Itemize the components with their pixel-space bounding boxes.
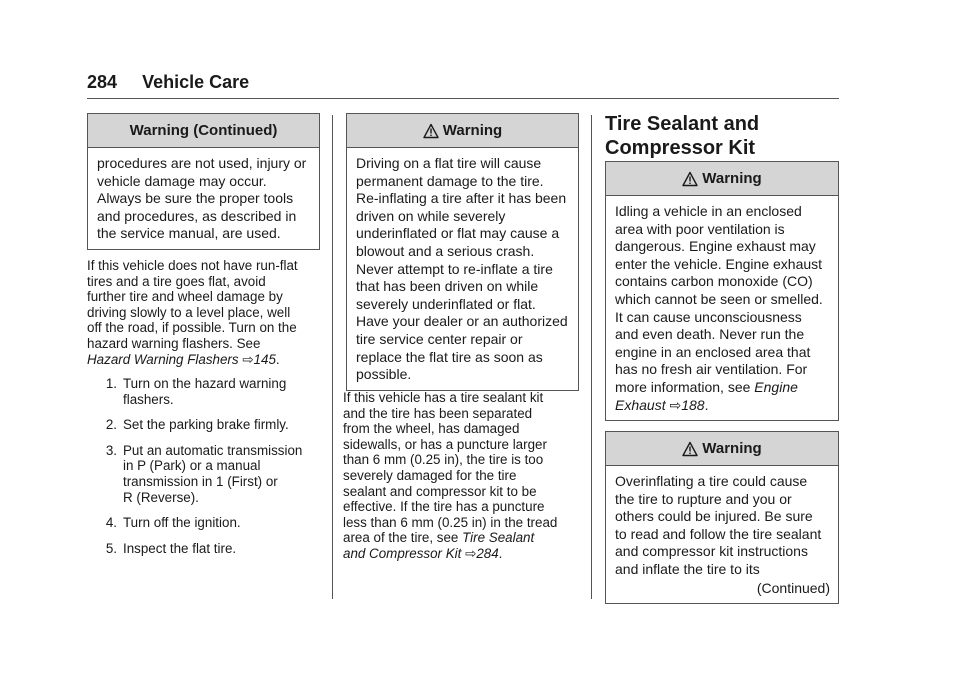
text-line: hazard warning flashers. See <box>87 335 261 351</box>
warning-line: Always be sure the proper tools <box>97 190 294 207</box>
reference-link[interactable] <box>343 546 583 562</box>
reference-text: Hazard Warning Flashers <box>87 351 239 367</box>
warning-line: others could be injured. Be sure <box>615 508 813 525</box>
step-text <box>123 515 241 531</box>
heading-line: Tire Sealant and <box>605 113 760 135</box>
text-line: If this vehicle has a tire sealant kit <box>343 390 544 405</box>
warning-line: contains carbon monoxide (CO) <box>615 273 813 290</box>
text-line: If this vehicle does not have run-flat <box>87 258 298 273</box>
warning-line: replace the flat tire as soon as <box>356 348 543 365</box>
step-line: Inspect the flat tire. <box>123 540 237 556</box>
text-span: area of the tire, see <box>343 530 459 546</box>
step-line: Set the parking brake firmly. <box>123 417 289 433</box>
warning-box-body <box>606 196 838 420</box>
reference-link[interactable]: Engine <box>754 378 798 395</box>
page-number: 284 <box>87 72 118 92</box>
text-line: sealant and compressor kit to be <box>343 483 537 499</box>
warning-line: blowout and a serious crash. <box>356 242 535 259</box>
step-number: 1. <box>105 376 117 391</box>
text-line: than 6 mm (0.25 in), the tire is too <box>343 452 544 468</box>
warning-line: permanent damage to the tire. <box>356 172 544 189</box>
warning-line: severely underinflated or flat. <box>356 295 536 312</box>
warning-line: and even death. Never run the <box>615 326 805 343</box>
warning-icon <box>423 123 439 139</box>
warning-line: the tire to rupture and you or <box>615 490 792 507</box>
section-heading <box>605 112 759 160</box>
step-number: 2. <box>105 417 117 433</box>
reference-text: and Compressor Kit <box>343 545 462 561</box>
section-title: Vehicle Care <box>142 72 250 92</box>
warning-line: Idling a vehicle in an enclosed <box>615 203 802 219</box>
step-line: Turn off the ignition. <box>123 515 241 531</box>
step-number: 5. <box>105 540 117 556</box>
exhaust-warning-box <box>605 161 839 421</box>
flat-tire-warning-box <box>346 113 579 391</box>
reference-link[interactable] <box>615 397 830 415</box>
page-ref-arrow-icon: ⇨ <box>465 545 477 561</box>
step-text <box>123 541 236 557</box>
list-item <box>90 541 322 557</box>
heading-line: Compressor Kit <box>605 137 756 159</box>
warning-line: engine in an enclosed area that <box>615 343 811 360</box>
warning-line: possible. <box>356 366 412 383</box>
warning-line: driven on while severely <box>356 207 506 224</box>
step-text <box>123 443 302 505</box>
warning-continued-box <box>87 113 320 250</box>
warning-line: underinflated or flat may cause a <box>356 225 560 242</box>
warning-line: to read and follow the tire sealant <box>615 525 822 542</box>
warning-box-body <box>88 148 319 249</box>
text-line: further tire and wheel damage by <box>87 289 283 305</box>
steps-list <box>90 376 322 566</box>
text-line: tires and a tire goes flat, avoid <box>87 273 266 289</box>
warning-line: It can cause unconsciousness <box>615 308 802 325</box>
text-line: severely damaged for the tire <box>343 467 517 483</box>
text-line: sidewalls, or has a puncture larger <box>343 436 547 452</box>
warning-box-body <box>347 148 578 390</box>
warning-title-text: Warning <box>702 170 762 187</box>
text-line: from the wheel, has damaged <box>343 421 520 437</box>
warning-box-title <box>606 162 838 196</box>
reference-page: 188 <box>681 396 705 413</box>
page-ref-arrow-icon: ⇨ <box>242 351 254 367</box>
step-line: flashers. <box>123 391 174 407</box>
warning-line: vehicle damage may occur. <box>97 172 267 189</box>
warning-icon <box>682 441 698 457</box>
list-item <box>90 515 322 531</box>
text-line: less than 6 mm (0.25 in) in the tread <box>343 514 558 530</box>
list-item <box>90 443 322 505</box>
warning-line: which cannot be seen or smelled. <box>615 290 823 307</box>
warning-line: Never attempt to re-inflate a tire <box>356 260 553 277</box>
warning-line: and procedures, as described in <box>97 207 297 224</box>
warning-box-title: Warning (Continued) <box>88 114 319 148</box>
punctuation: . <box>275 351 280 367</box>
warning-title-text: Warning <box>702 440 762 457</box>
text-line: effective. If the tire has a puncture <box>343 499 545 515</box>
reference-text: Exhaust <box>615 396 666 413</box>
reference-link[interactable] <box>87 352 327 368</box>
warning-icon <box>682 171 698 187</box>
text-line: off the road, if possible. Turn on the <box>87 320 297 336</box>
warning-line: Overinflating a tire could cause <box>615 473 808 489</box>
text-span: more information, see <box>615 378 751 395</box>
page-ref-arrow-icon: ⇨ <box>669 396 682 413</box>
column-divider-2 <box>591 115 592 599</box>
warning-line: has no fresh air ventilation. For <box>615 361 808 378</box>
reference-page: 145 <box>253 351 276 367</box>
step-line: Put an automatic transmission <box>123 442 303 458</box>
warning-line: procedures are not used, injury or <box>97 155 307 171</box>
header-line <box>87 72 249 93</box>
warning-box-title <box>606 432 838 466</box>
warning-title-text: Warning <box>442 122 503 139</box>
reference-link[interactable]: Tire Sealant <box>462 530 535 546</box>
warning-line <box>615 379 830 397</box>
step-line: transmission in 1 (First) or <box>123 473 278 489</box>
step-number: 3. <box>105 442 117 458</box>
step-line: Turn on the hazard warning <box>123 376 287 391</box>
column-divider-1 <box>332 115 333 599</box>
warning-line: enter the vehicle. Engine exhaust <box>615 255 823 272</box>
continued-label: (Continued) <box>756 579 830 596</box>
header-rule <box>87 98 839 99</box>
warning-box-body <box>606 466 838 603</box>
warning-line: area with poor ventilation is <box>615 220 785 237</box>
step-text <box>123 417 289 433</box>
warning-line: Have your dealer or an authorized <box>356 313 568 330</box>
sealant-paragraph <box>343 390 583 562</box>
warning-line: the service manual, are used. <box>97 225 281 242</box>
warning-box-title <box>347 114 578 148</box>
warning-line: Driving on a flat tire will cause <box>356 155 542 171</box>
warning-line: dangerous. Engine exhaust may <box>615 238 816 255</box>
step-line: R (Reverse). <box>123 489 199 505</box>
step-number: 4. <box>105 515 117 531</box>
list-item <box>90 376 322 407</box>
warning-line: and compressor kit instructions <box>615 543 808 560</box>
text-line: driving slowly to a level place, well <box>87 304 291 320</box>
overinflation-warning-box <box>605 431 839 604</box>
warning-line: tire service center repair or <box>356 330 523 347</box>
warning-line: Re-inflating a tire after it has been <box>356 190 567 207</box>
step-line: in P (Park) or a manual <box>123 458 261 474</box>
warning-line: that has been driven on while <box>356 278 539 295</box>
text-line: and the tire has been separated <box>343 405 533 421</box>
punctuation: . <box>498 545 503 561</box>
warning-line: and inflate the tire to its <box>615 560 760 577</box>
list-item <box>90 417 322 433</box>
reference-page: 284 <box>476 545 499 561</box>
text-line <box>343 530 583 546</box>
intro-paragraph <box>87 258 327 367</box>
step-text <box>123 376 286 407</box>
punctuation: . <box>704 396 709 413</box>
